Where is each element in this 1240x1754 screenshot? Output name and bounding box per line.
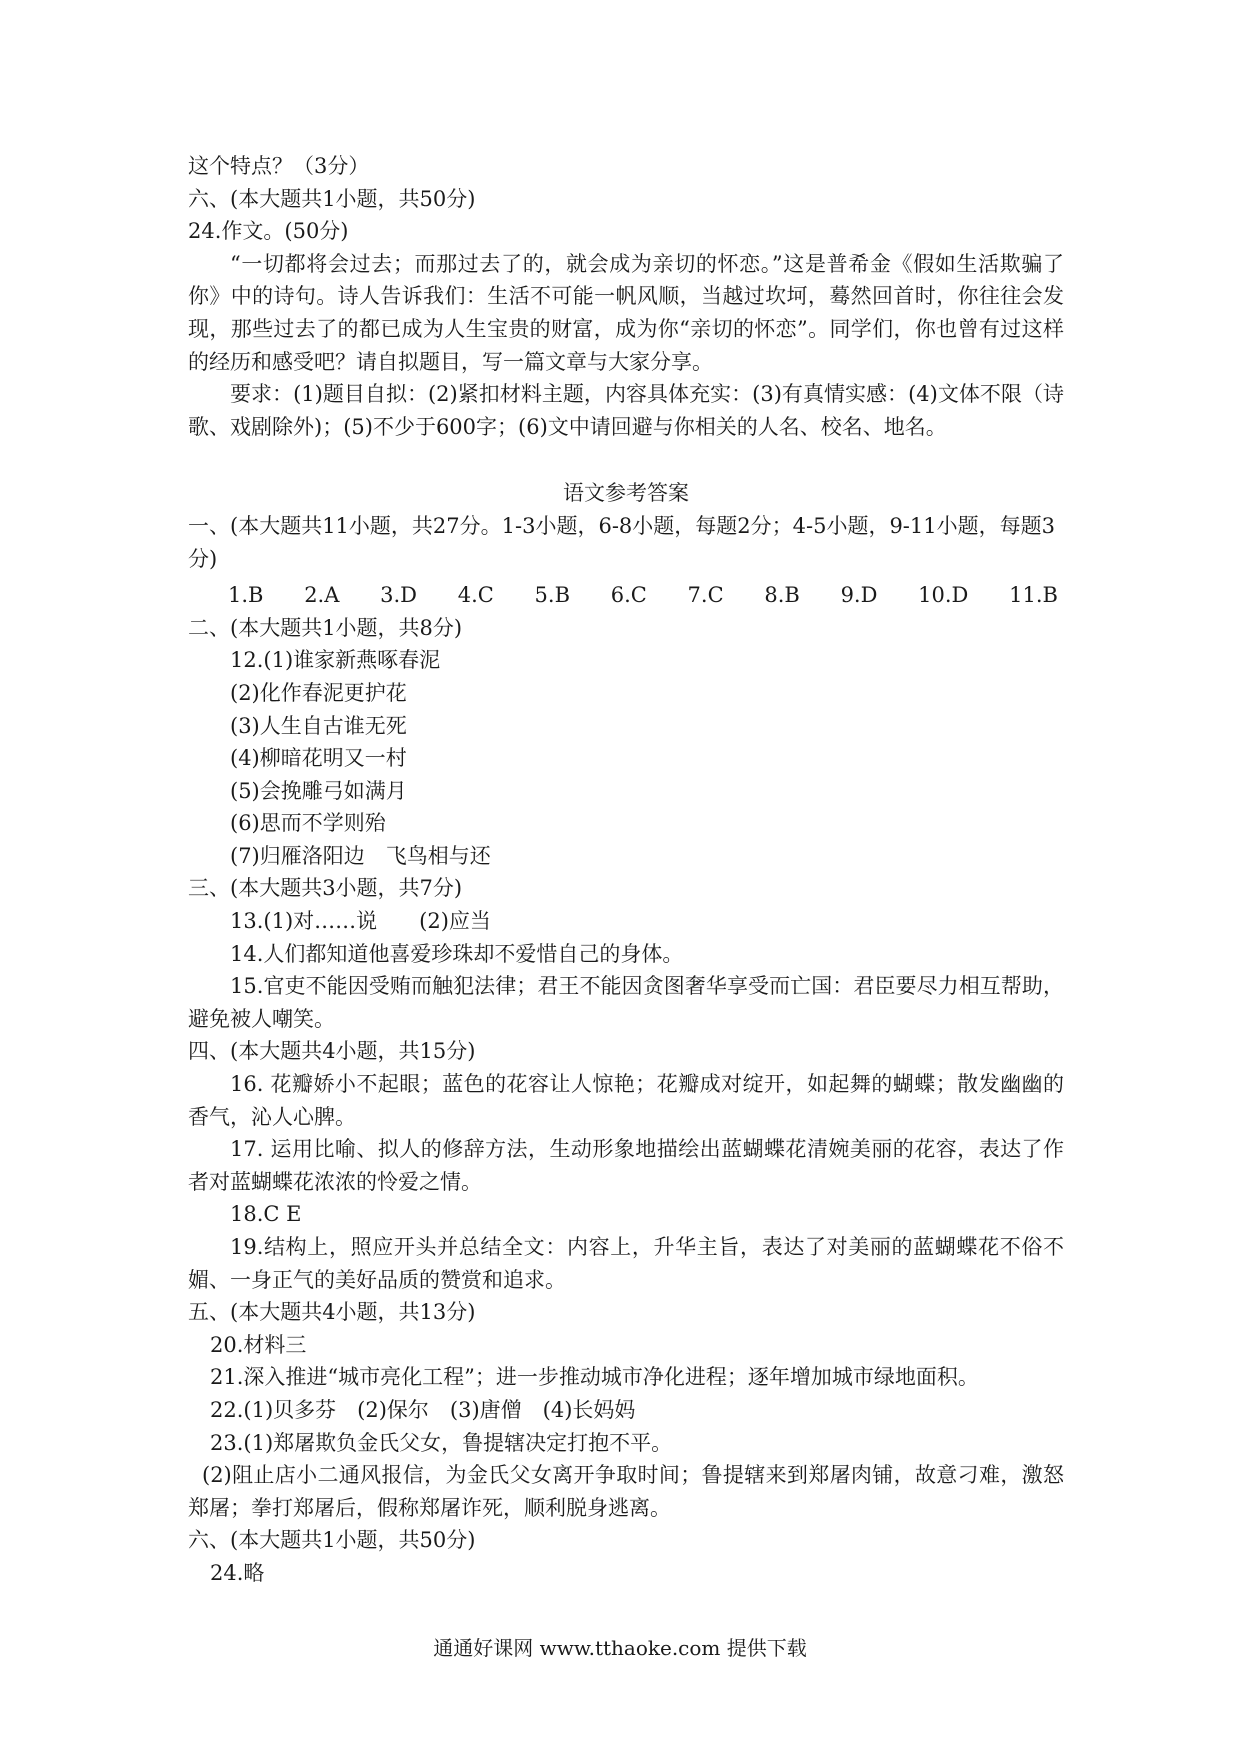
q24-prompt: “一切都将会过去；而那过去了的，就会成为亲切的怀恋。”这是普希金《假如生活欺骗了你》中的诗句。诗人告诉我们：生活不可能一帆风顺，当越过坎坷，蓦然回首时，你往往会发现，那些过去了的都已成为人生宝贵的财富，成为你“亲切的怀恋”。同学们，你也曾有过这样的经历和感受吧？请自拟题目，写一篇文章与大家分享。 [188,251,1064,374]
q12-item-6: (6)思而不学则殆 [230,811,386,836]
q21-answer: 21.深入推进“城市亮化工程”；进一步推动城市净化进程；逐年增加城市绿地面积。 [210,1365,979,1390]
answers-title: 语文参考答案 [563,481,689,506]
q16-answer: 16. 花瓣娇小不起眼；蓝色的花容让人惊艳；花瓣成对绽开，如起舞的蝴蝶；散发幽幽的香气，沁人心脾。 [188,1072,1064,1129]
q23-line-end: 这个特点？（3分） [188,154,370,178]
footer-watermark: 通通好课网 www.tthaoke.com 提供下载 [433,1636,807,1660]
q18-answer: 18.C E [230,1202,302,1227]
section1 [188,510,1064,612]
q12-item-3: (3)人生自古谁无死 [230,713,407,738]
q24-label: 24.作文。(50分) [188,219,349,244]
q24-requirements: 要求：(1)题目自拟：(2)紧扣材料主题，内容具体充实：(3)有真情实感：(4)文体不限（诗歌、戏剧除外)；(5)不少于600字；(6)文中请回避与你相关的人名、校名、地名。 [188,382,1064,439]
choice-answer: 6.C [610,583,647,608]
choice-answer: 7.C [687,583,724,608]
q22-answer: 22.(1)贝多芬 (2)保尔 (3)唐僧 (4)长妈妈 [210,1397,636,1422]
choice-answer: 5.B [534,583,570,608]
section5-heading: 五、(本大题共4小题，共13分) [188,1300,476,1325]
section2-heading: 二、(本大题共1小题，共8分) [188,615,463,640]
section6 [188,1524,1064,1589]
section2 [188,612,1064,873]
q12-item-1: 12.(1)谁家新燕啄春泥 [230,648,441,673]
q13-answer: 13.(1)对……说 (2)应当 [230,909,491,934]
q15-answer: 15.官吏不能因受贿而触犯法律；君王不能因贪图奢华享受而亡国：君臣要尽力相互帮助，避免被人嘲笑。 [188,974,1064,1031]
section4 [188,1035,1064,1296]
section6-heading: 六、(本大题共1小题，共50分) [188,186,476,211]
q23-answer-1: 23.(1)郑屠欺负金氏父女，鲁提辖决定打抱不平。 [210,1430,673,1455]
q24-answer: 24.略 [210,1560,265,1585]
q12-item-4: (4)柳暗花明又一村 [230,746,407,771]
document-body [188,150,1064,1590]
q12-item-5: (5)会挽雕弓如满月 [230,778,407,803]
choice-answers [188,579,1064,612]
section3 [188,872,1064,1035]
q17-answer: 17. 运用比喻、拟人的修辞方法，生动形象地描绘出蓝蝴蝶花清婉美丽的花容，表达了作者对蓝蝴蝶花浓浓的怜爱之情。 [188,1137,1064,1194]
choice-answer: 11.B [1009,583,1058,608]
section3-heading: 三、(本大题共3小题，共7分) [188,876,463,901]
q12-item-7: (7)归雁洛阳边 飞鸟相与还 [230,843,491,868]
choice-answer: 9.D [840,583,878,608]
section1-heading: 一、(本大题共11小题，共27分。1-3小题，6-8小题，每题2分；4-5小题，9-11小题，每题3分) [188,513,1055,571]
q19-answer: 19.结构上，照应开头并总结全文：内容上，升华主旨，表达了对美丽的蓝蝴蝶花不俗不媚、一身正气的美好品质的赞赏和追求。 [188,1235,1064,1292]
q20-answer: 20.材料三 [210,1332,307,1357]
q23-answer-2: (2)阻止店小二通风报信，为金氏父女离开争取时间；鲁提辖来到郑屠肉铺，故意刁难，激怒郑屠；拳打郑屠后，假称郑屠诈死，顺利脱身逃离。 [188,1463,1064,1520]
q12-item-2: (2)化作春泥更护花 [230,680,407,705]
section6-answer-heading: 六、(本大题共1小题，共50分) [188,1528,476,1553]
choice-answer: 1.B [228,583,264,608]
section4-heading: 四、(本大题共4小题，共15分) [188,1039,476,1064]
choice-answer: 2.A [304,583,340,608]
choice-answer: 10.D [918,583,969,608]
choice-answer: 8.B [764,583,800,608]
q14-answer: 14.人们都知道他喜爱珍珠却不爱惜自己的身体。 [230,941,684,966]
choice-answer: 3.D [380,583,417,608]
choice-answer: 4.C [457,583,494,608]
section5 [188,1296,1064,1524]
